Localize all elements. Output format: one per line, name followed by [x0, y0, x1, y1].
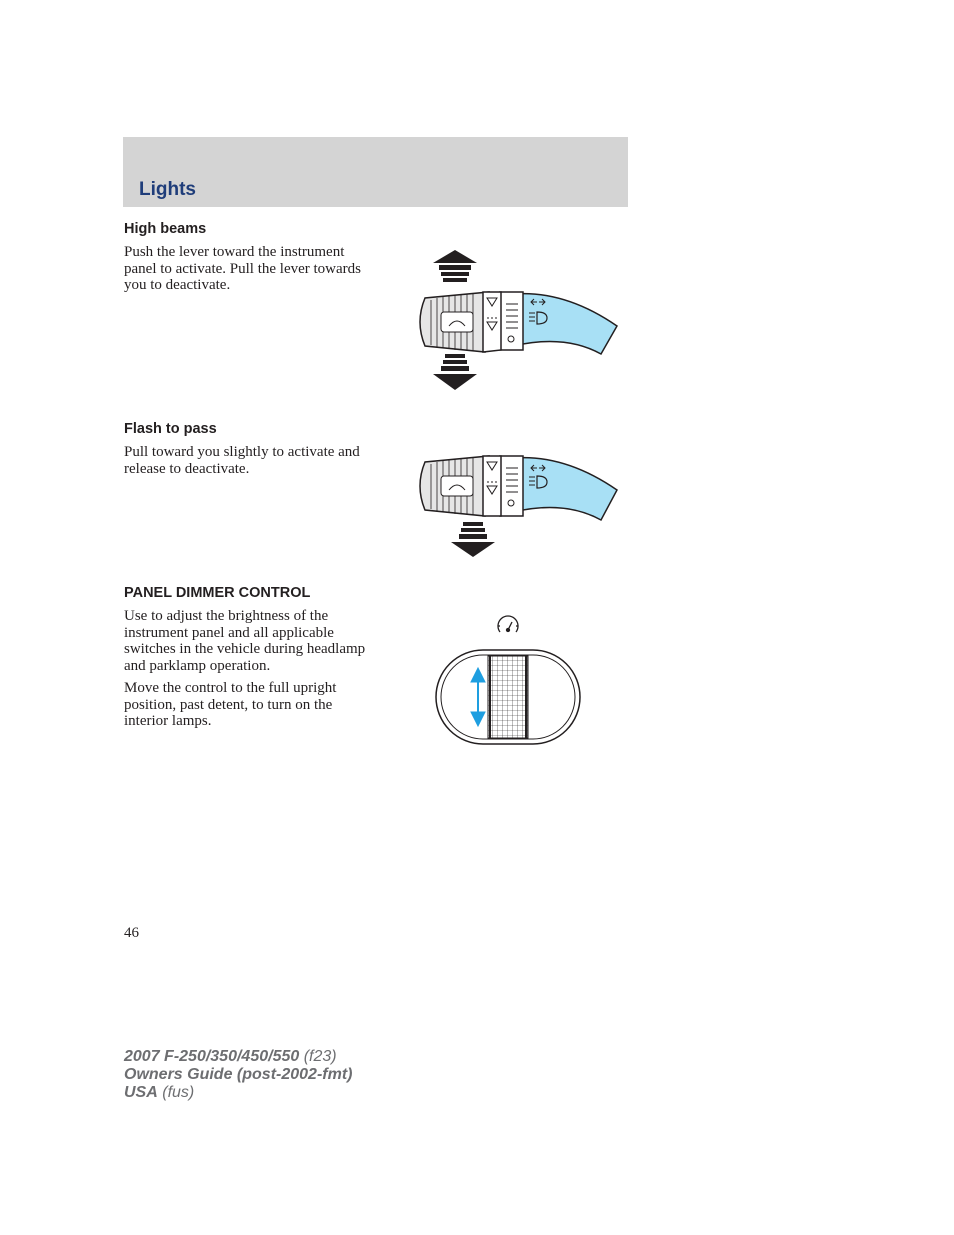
panel-dimmer-thumbwheel-icon: [436, 650, 580, 744]
footer-model-code: (f23): [303, 1048, 337, 1065]
high-beams-heading: High beams: [124, 221, 207, 237]
high-beam-lever-figure: [405, 246, 625, 394]
section-header-band: [123, 137, 628, 207]
flash-to-pass-text: Pull toward you slightly to activate and release to deactivate.: [124, 444, 360, 477]
page-number: 46: [124, 925, 139, 941]
multifunction-lever-icon: [420, 456, 617, 520]
pull-arrow-icon: [451, 522, 495, 557]
footer-line-1: [124, 1048, 352, 1066]
flash-to-pass-heading: Flash to pass: [124, 421, 217, 437]
multifunction-lever-icon: [420, 292, 617, 354]
dashboard-gauge-icon: [498, 616, 518, 632]
footer-line-3: [124, 1084, 352, 1102]
panel-dimmer-figure: [432, 610, 584, 748]
push-arrow-icon: [433, 250, 477, 282]
panel-dimmer-heading: PANEL DIMMER CONTROL: [124, 585, 311, 601]
panel-dimmer-text-2: Move the control to the full upright position, past detent, to turn on the interior lamps.: [124, 680, 337, 729]
flash-to-pass-lever-figure: [405, 410, 625, 560]
panel-dimmer-text-1: Use to adjust the brightness of the instrument panel and all applicable switches in the vehicle during headlamp and parklamp operation.: [124, 608, 366, 674]
footer-line-2: [124, 1066, 352, 1084]
footer-market-code: (fus): [162, 1084, 195, 1101]
document-footer: [124, 1048, 352, 1102]
footer-model: 2007 F-250/350/450/550: [124, 1048, 300, 1065]
high-beams-text: Push the lever toward the instrument panel to activate. Pull the lever towards you to deactivate.: [124, 244, 362, 293]
pull-arrow-icon: [433, 354, 477, 390]
footer-market: USA: [124, 1084, 158, 1101]
section-title: Lights: [139, 179, 196, 200]
footer-guide: Owners Guide (post-2002-fmt): [124, 1066, 353, 1083]
